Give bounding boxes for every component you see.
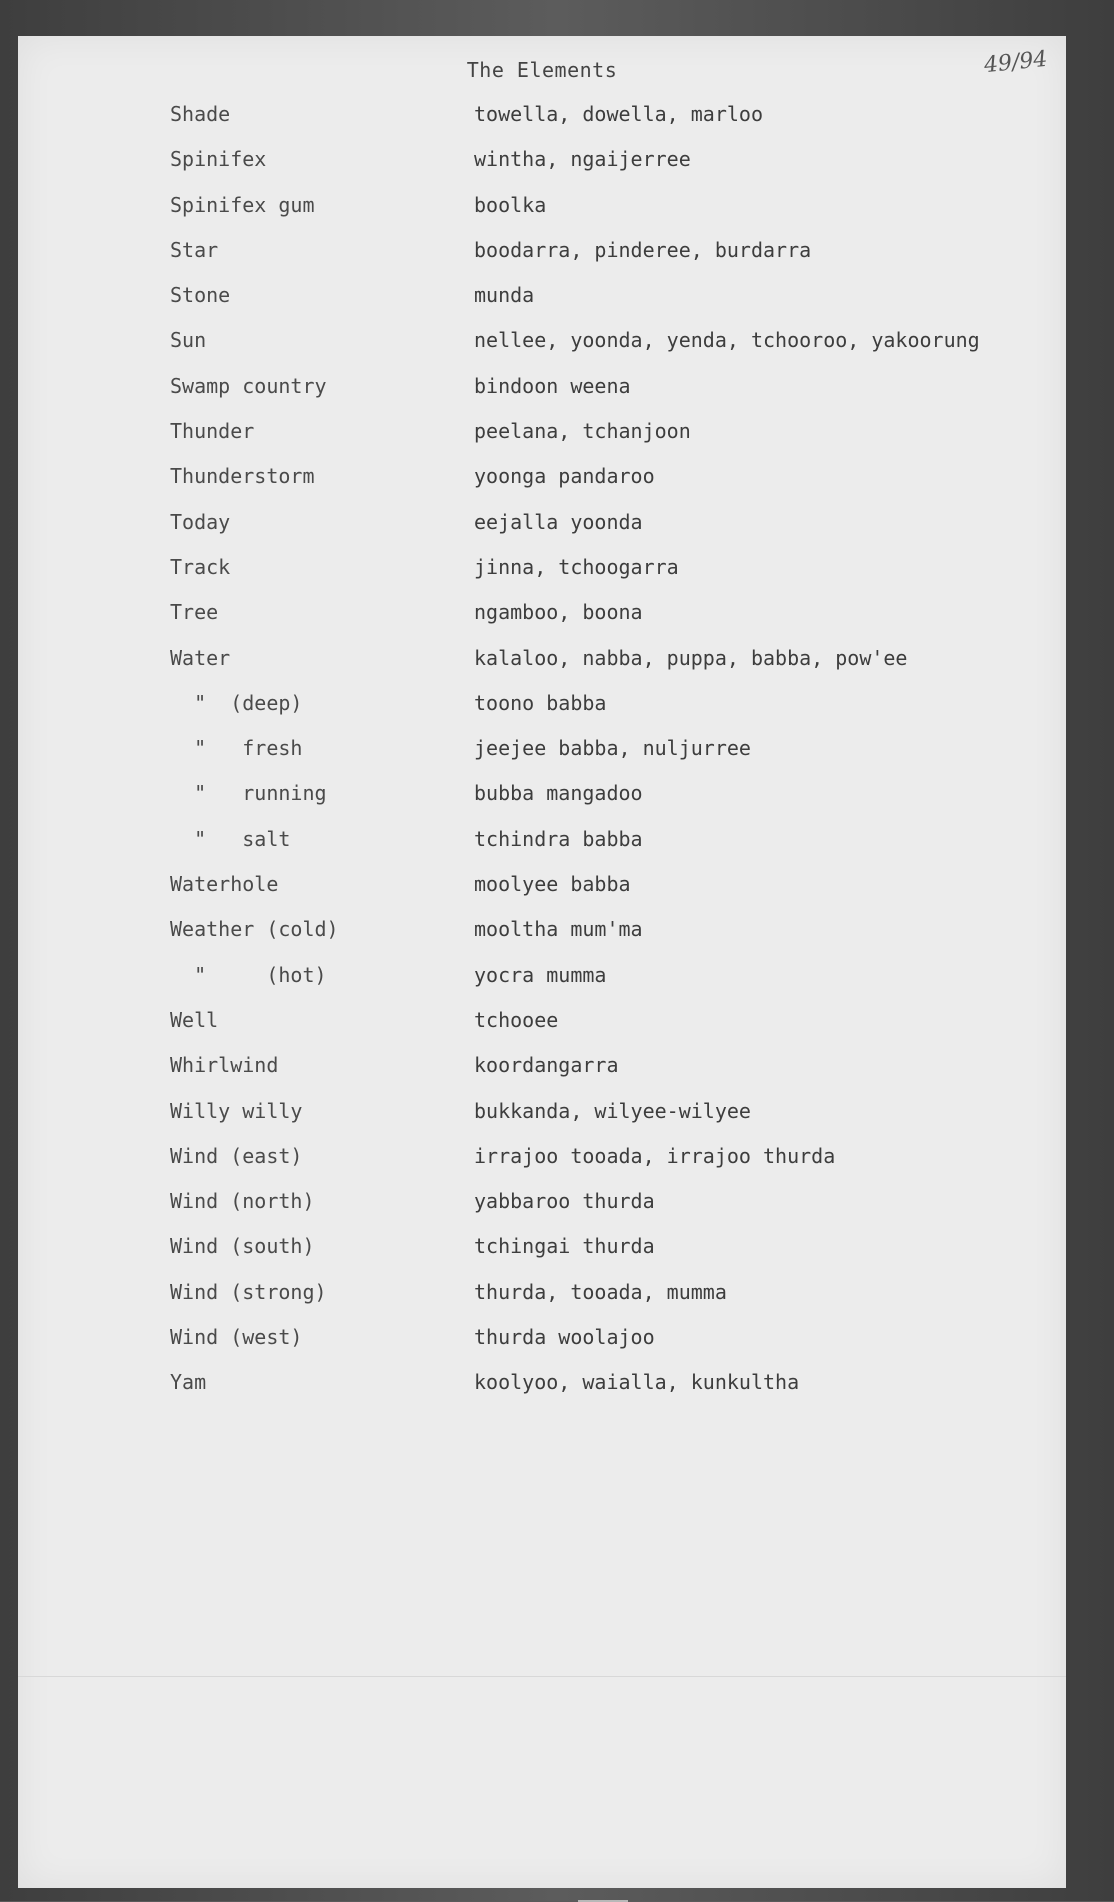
english-term: Wind (strong) — [170, 1279, 327, 1304]
word-entry — [18, 374, 1066, 419]
english-term: Willy willy — [170, 1098, 303, 1123]
word-entry — [18, 600, 1066, 645]
english-term: Wind (north) — [170, 1189, 315, 1214]
english-term: Weather (cold) — [170, 917, 339, 942]
aboriginal-translation: tchingai thurda — [474, 1234, 655, 1259]
english-term: Stone — [170, 283, 231, 308]
english-term: Yam — [170, 1370, 207, 1395]
english-term: Water — [170, 645, 231, 670]
aboriginal-translation: eejalla yoonda — [474, 509, 643, 534]
english-term: Track — [170, 554, 231, 579]
english-term: Waterhole — [170, 872, 279, 897]
aboriginal-translation: bindoon weena — [474, 373, 631, 398]
word-entry — [18, 1008, 1066, 1053]
word-entry — [18, 646, 1066, 691]
english-term: Thunder — [170, 419, 255, 444]
english-term: Spinifex gum — [170, 192, 315, 217]
aboriginal-translation: jinna, tchoogarra — [474, 554, 679, 579]
english-term: Swamp country — [170, 373, 327, 398]
aboriginal-translation: thurda woolajoo — [474, 1325, 655, 1350]
english-term: Whirlwind — [170, 1053, 279, 1078]
word-entry — [18, 1325, 1066, 1370]
aboriginal-translation: tchooee — [474, 1007, 559, 1032]
aboriginal-translation: munda — [474, 283, 535, 308]
english-term: Wind (south) — [170, 1234, 315, 1259]
word-entry — [18, 1234, 1066, 1279]
word-entry — [18, 1099, 1066, 1144]
word-entry — [18, 736, 1066, 781]
english-term: Tree — [170, 600, 219, 625]
english-term: Star — [170, 237, 219, 262]
aboriginal-translation: nellee, yoonda, yenda, tchooroo, yakoorung — [474, 328, 980, 353]
aboriginal-translation: yabbaroo thurda — [474, 1189, 655, 1214]
word-entry — [18, 1189, 1066, 1234]
english-term: Spinifex — [170, 147, 267, 172]
aboriginal-translation: bukkanda, wilyee-wilyee — [474, 1098, 751, 1123]
aboriginal-translation: wintha, ngaijerree — [474, 147, 691, 172]
word-entry — [18, 328, 1066, 373]
typewritten-page — [18, 36, 1066, 1888]
word-entry — [18, 555, 1066, 600]
aboriginal-translation: bubba mangadoo — [474, 781, 643, 806]
english-term: Sun — [170, 328, 207, 353]
word-entry — [18, 238, 1066, 283]
aboriginal-translation: jeejee babba, nuljurree — [474, 736, 751, 761]
fold-line — [18, 1676, 1066, 1677]
english-term: Wind (east) — [170, 1143, 303, 1168]
aboriginal-translation: irrajoo tooada, irrajoo thurda — [474, 1143, 836, 1168]
aboriginal-translation: yocra mumma — [474, 962, 607, 987]
aboriginal-translation: ngamboo, boona — [474, 600, 643, 625]
word-list — [18, 102, 1066, 1416]
word-entry — [18, 1144, 1066, 1189]
word-entry — [18, 510, 1066, 555]
word-entry — [18, 102, 1066, 147]
english-term: Well — [170, 1007, 219, 1032]
word-entry — [18, 917, 1066, 962]
word-entry — [18, 781, 1066, 826]
english-term: " salt — [170, 826, 291, 851]
aboriginal-translation: yoonga pandaroo — [474, 464, 655, 489]
english-term: Today — [170, 509, 231, 534]
word-entry — [18, 1280, 1066, 1325]
english-term: " (hot) — [170, 962, 327, 987]
word-entry — [18, 963, 1066, 1008]
aboriginal-translation: thurda, tooada, mumma — [474, 1279, 727, 1304]
aboriginal-translation: kalaloo, nabba, puppa, babba, pow'ee — [474, 645, 908, 670]
word-entry — [18, 283, 1066, 328]
word-entry — [18, 147, 1066, 192]
aboriginal-translation: koolyoo, waialla, kunkultha — [474, 1370, 800, 1395]
word-entry — [18, 193, 1066, 238]
word-entry — [18, 464, 1066, 509]
english-term: Wind (west) — [170, 1325, 303, 1350]
english-term: Thunderstorm — [170, 464, 315, 489]
page-title: The Elements — [466, 58, 618, 82]
english-term: " (deep) — [170, 690, 303, 715]
english-term: " running — [170, 781, 327, 806]
aboriginal-translation: moolyee babba — [474, 872, 631, 897]
word-entry — [18, 419, 1066, 464]
aboriginal-translation: peelana, tchanjoon — [474, 419, 691, 444]
english-term: " fresh — [170, 736, 303, 761]
english-term: Shade — [170, 102, 231, 126]
aboriginal-translation: boodarra, pinderee, burdarra — [474, 237, 812, 262]
word-entry — [18, 872, 1066, 917]
aboriginal-translation: towella, dowella, marloo — [474, 102, 763, 126]
aboriginal-translation: toono babba — [474, 690, 607, 715]
word-entry — [18, 691, 1066, 736]
word-entry — [18, 827, 1066, 872]
aboriginal-translation: boolka — [474, 192, 547, 217]
aboriginal-translation: tchindra babba — [474, 826, 643, 851]
aboriginal-translation: mooltha mum'ma — [474, 917, 643, 942]
aboriginal-translation: koordangarra — [474, 1053, 619, 1078]
word-entry — [18, 1053, 1066, 1098]
handwritten-page-number: 49/94 — [982, 46, 1049, 79]
word-entry — [18, 1370, 1066, 1415]
